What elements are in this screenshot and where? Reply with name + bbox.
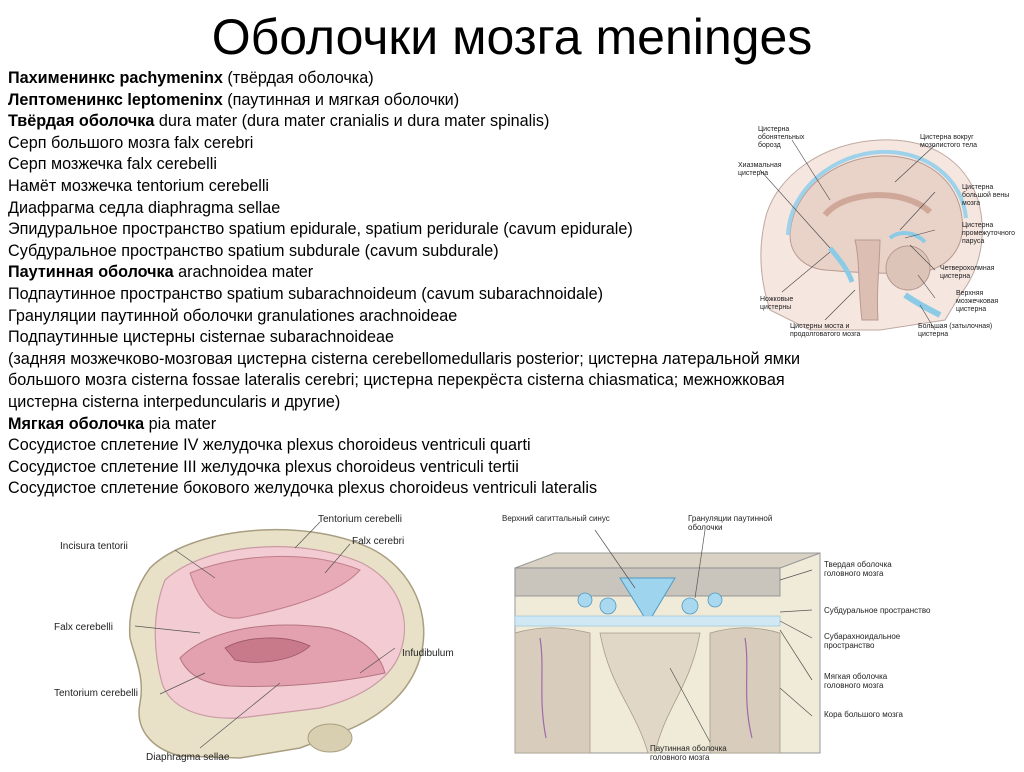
text-line [8,392,1018,414]
line-bold: Пахименинкс pachymeninx [8,69,223,87]
label-diaphragma: Diaphragma sellae [146,752,230,763]
line-text: Сосудистое сплетение IV желудочка plexus choroideus ventriculi quarti [8,436,531,455]
text-line [8,370,1018,392]
line-text: Серп большого мозга falx cerebri [8,133,254,152]
text-line [8,349,1018,371]
page-title: Оболочки мозга meninges [211,9,813,65]
line-text: Намёт мозжечка tentorium cerebelli [8,176,270,195]
label-furrows: Цистерна обонятельных борозд [758,126,805,149]
line-text: (твёрдая оболочка) [222,69,374,87]
text-line [8,478,1018,500]
label-infundibulum: Infudibulum [402,648,454,659]
label-peduncular: Ножковые цистерны [760,296,794,311]
line-text: Серп мозжечка falx cerebelli [8,155,217,174]
label-pia: Мягкая оболочка головного мозга [824,672,888,690]
text-line [8,68,1018,90]
line-text: Подпаутинные цистерны cisternae subarachnoideae [8,328,394,347]
text-line [8,435,1018,457]
line-bold: Паутинная оболочка [8,263,174,282]
line-text: цистерна cisterna interpeduncularis и другие) [8,392,341,411]
cisterns-figure [730,120,1020,345]
line-bold: Твёрдая оболочка [8,112,155,131]
label-incisura: Incisura tentorii [60,541,128,552]
line-text: Эпидуральное пространство spatium epidurale, spatium peridurale (cavum epidurale) [8,220,633,239]
line-text: dura mater (dura mater cranialis и dura mater spinalis) [154,112,550,131]
section-figure [500,508,1020,767]
text-line [8,90,1018,112]
label-subarachnoid: Субарахноидальное пространство [824,632,901,650]
line-text: Субдуральное пространство spatium subdurale (cavum subdurale) [8,241,499,260]
line-text: arachnoidea mater [173,263,314,282]
label-granulations: Грануляции паутинной оболочки [688,514,773,532]
label-subdural: Субдуральное пространство [824,606,931,615]
label-corpus: Цистерна вокруг мозолистого тела [920,134,978,149]
text-line [8,414,1018,436]
skull-figure [40,508,470,767]
section-illustration [500,508,1020,767]
label-velum: Цистерна промежуточного паруса [962,222,1016,245]
label-falx-cerebri: Falx cerebri [352,536,405,547]
line-text: Диафрагма седла diaphragma sellae [8,198,281,217]
label-cortex: Кора большого мозга [824,710,903,719]
label-falx-cerebelli: Falx cerebelli [54,622,113,633]
label-great-vein: Цистерна большой вены мозга [962,184,1010,207]
label-quadrigeminal: Четверохолмная цистерна [940,265,995,280]
text-line [8,457,1018,479]
line-text: Подпаутинное пространство spatium subarachnoideum (cavum subarachnoidale) [8,284,604,303]
label-sinus: Верхний сагиттальный синус [502,514,610,523]
line-text: pia mater [144,414,217,433]
line-bold: Лептоменинкс leptomeninx [8,90,223,109]
line-text: большого мозга cisterna fossae lateralis cerebri; цистерна перекрёста cisterna chiasmatica; межножковая [8,371,785,390]
label-magna: Большая (затылочная) цистерна [918,323,993,338]
line-text: Грануляции паутинной оболочки granulationes arachnoideae [8,306,458,325]
line-text: Сосудистое сплетение III желудочка plexus choroideus ventriculi tertii [8,457,519,476]
label-arachnoid: Паутинная оболочка головного мозга [650,744,727,762]
line-text: (задняя мозжечково-мозговая цистерна cisterna cerebellomedullaris posterior; цистерна латеральной ямки [8,349,801,368]
line-bold: Мягкая оболочка [8,414,145,433]
line-text: (паутинная и мягкая оболочки) [222,90,460,109]
label-pontine: Цистерны моста и продолговатого мозга [790,323,861,338]
label-tentorium-bottom: Tentorium cerebelli [54,688,138,699]
label-chiasm: Хиазмальная цистерна [738,162,782,177]
label-sup-cerebellar: Верхняя мозжечковая цистерна [956,290,999,313]
label-dura: Твердая оболочка головного мозга [824,560,892,578]
label-tentorium-top: Tentorium cerebelli [318,514,402,525]
line-text: Сосудистое сплетение бокового желудочка plexus choroideus ventriculi lateralis [8,479,598,498]
